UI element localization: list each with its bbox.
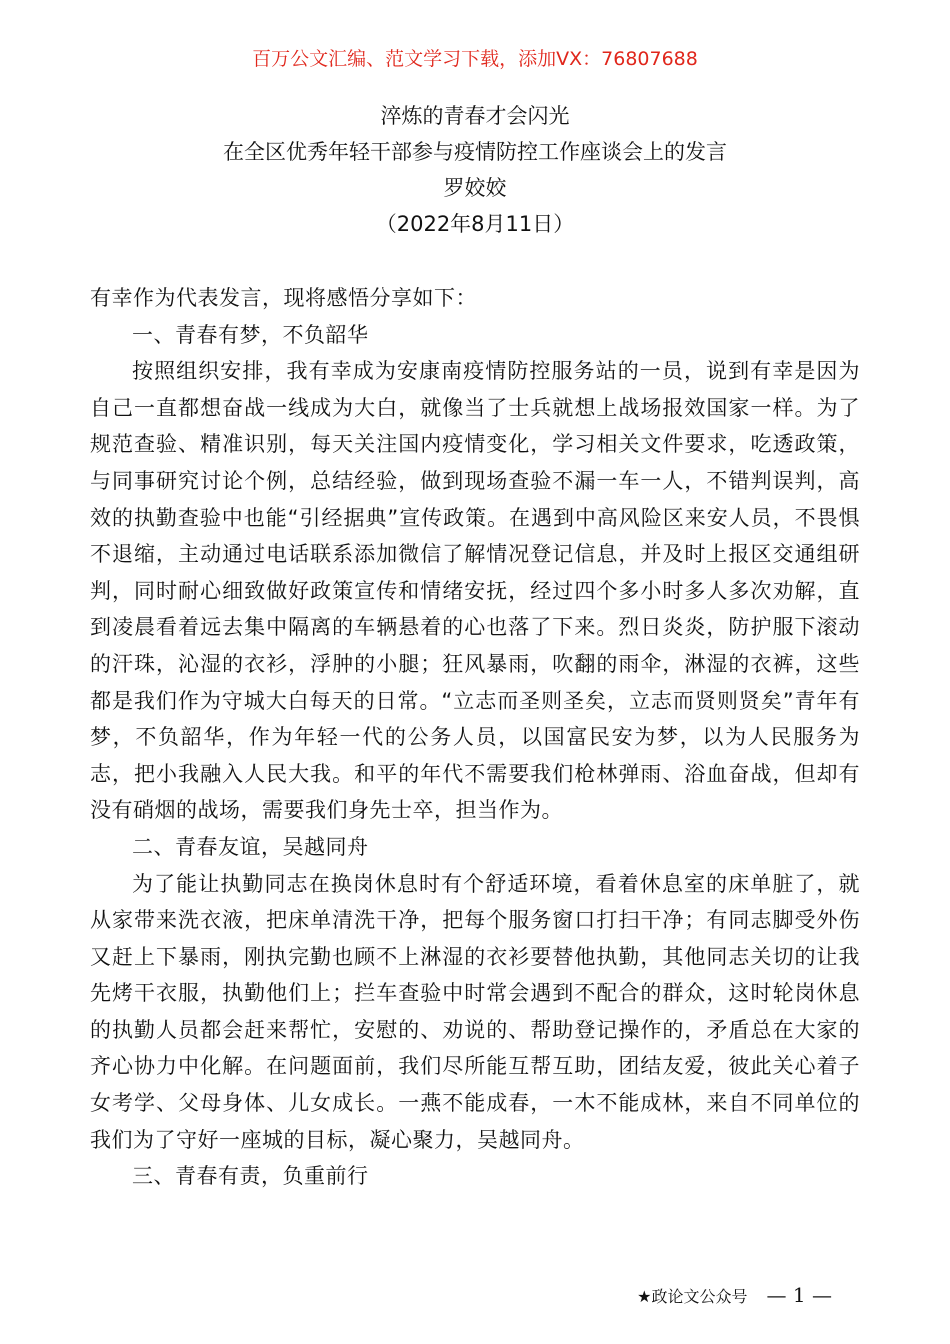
- section-heading-3: 三、青春有责，负重前行: [132, 1164, 369, 1189]
- speech-date: （2022年8月11日）: [375, 212, 575, 236]
- document-header: [0, 98, 950, 242]
- section-paragraph-2: 为了能让执勤同志在换岗休息时有个舒适环境，看着休息室的床单脏了，就从家带来洗衣液，把床单清洗干净，把每个服务窗口打扫干净；有同志脚受外伤又赶上下暴雨，刚执完勤也顾不上淋湿的衣衫要替他执勤，其他同志关切的让我先烤干衣服，执勤他们上；拦车查验中时常会遇到不配合的群众，这时轮岗休息的执勤人员都会赶来帮忙，安慰的、劝说的、帮助登记操作的，矛盾总在大家的齐心协力中化解。在问题面前，我们尽所能互帮互助，团结友爱，彼此关心着子女考学、父母身体、儿女成长。一燕不能成春，一木不能成林，来自不同单位的我们为了守好一座城的目标，凝心聚力，吴越同舟。: [90, 871, 860, 1152]
- section-heading-1: 一、青春有梦，不负韶华: [132, 322, 369, 347]
- opening-paragraph: 有幸作为代表发言，现将感悟分享如下：: [90, 286, 477, 310]
- watermark-banner: 百万公文汇编、范文学习下载，添加VX：76807688: [252, 48, 698, 70]
- document-title: 淬炼的青春才会闪光: [380, 104, 570, 128]
- document-body: [90, 280, 860, 1195]
- page-footer: [637, 1283, 832, 1309]
- document-subtitle: 在全区优秀年轻干部参与疫情防控工作座谈会上的发言: [223, 140, 727, 164]
- page-number: — 1 —: [766, 1283, 832, 1307]
- section-heading-2: 二、青春友谊，吴越同舟: [132, 834, 369, 859]
- section-paragraph-1: 按照组织安排，我有幸成为安康南疫情防控服务站的一员，说到有幸是因为自己一直都想奋战一线成为大白，就像当了士兵就想上战场报效国家一样。为了规范查验、精准识别，每天关注国内疫情变化，学习相关文件要求，吃透政策，与同事研究讨论个例，总结经验，做到现场查验不漏一车一人，不错判误判，高效的执勤查验中也能“引经据典”宣传政策。在遇到中高风险区来安人员，不畏惧不退缩，主动通过电话联系添加微信了解情况登记信息，并及时上报区交通组研判，同时耐心细致做好政策宣传和情绪安抚，经过四个多小时多人多次劝解，直到凌晨看着远去集中隔离的车辆悬着的心也落了下来。烈日炎炎，防护服下滚动的汗珠，沁湿的衣衫，浮肿的小腿；狂风暴雨，吹翻的雨伞，淋湿的衣裤，这些都是我们作为守城大白每天的日常。“立志而圣则圣矣，立志而贤则贤矣”青年有梦，不负韶华，作为年轻一代的公务人员，以国富民安为梦，以为人民服务为志，把小我融入人民大我。和平的年代不需要我们枪林弹雨、浴血奋战，但却有没有硝烟的战场，需要我们身先士卒，担当作为。: [90, 359, 860, 823]
- footer-source: ★政论文公众号: [637, 1287, 748, 1306]
- author-name: 罗姣姣: [443, 176, 507, 200]
